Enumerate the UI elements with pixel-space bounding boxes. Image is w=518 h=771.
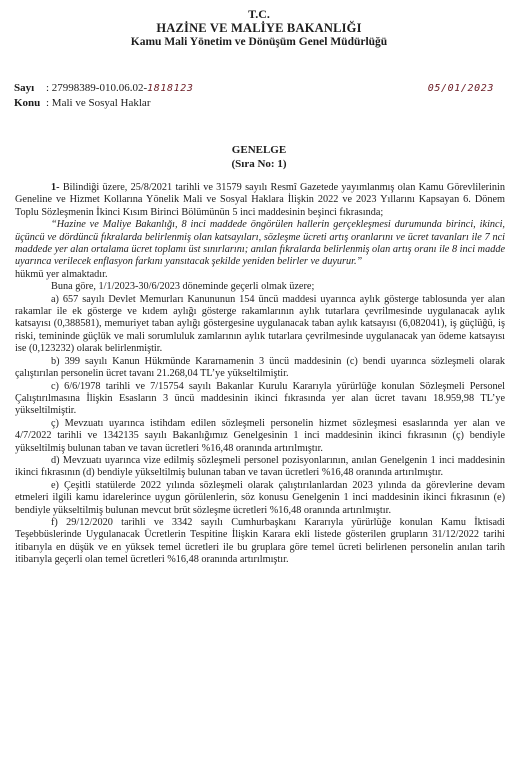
item-f: f) 29/12/2020 tarihli ve 3342 sayılı Cumhurbaşkanı Kararıyla yürürlüğe konulan Kamu İktisadi Teşebbüslerinde Uygulanacak Ücretlerin Tespitine İlişkin Karara ekli listede gösterilen grupların 31/12/2022 tarihi itibarıyla en düşük ve en yüksek temel ücretleri ile bu gruplara göre temel ücreti belirlenen personelin anılan tarih itibarıyla geçerli olan temel ücretleri %16,48 oranında artırılmıştır. (15, 516, 505, 566)
paragraph-number: 1- (51, 182, 60, 193)
item-e: e) Çeşitli statülerde 2022 yılında sözleşmeli olarak çalıştırılanlardan 2023 yılında da görevlerine devam etmeleri ilgili kamu idarelerince uygun görülenlerin, söz konusu Genelgenin 1 inci maddesinin ikinci fıkrasının (e) bendiyle yükseltilmiş bulunan mevcut brüt sözleşme ücretleri %16,48 oranında artırılmıştır. (15, 479, 505, 516)
title-sequence: (Sıra No: 1) (231, 158, 287, 170)
item-b: b) 399 sayılı Kanun Hükmünde Kararnamenin 3 üncü maddesinin (c) bendi uyarınca sözleşmeli olarak çalıştırılan personelin ücret tavanı 21.268,04 TL’ye yükseltilmiştir. (15, 355, 505, 380)
konu-line (14, 97, 150, 110)
buna-gore-line: Buna göre, 1/1/2023-30/6/2023 döneminde geçerli olmak üzere; (51, 281, 315, 293)
paragraph-1 (15, 182, 505, 219)
sayi-line (14, 82, 193, 95)
paragraph-1-text: Bilindiği üzere, 25/8/2021 tarihli ve 31579 sayılı Resmî Gazetede yayımlanmış olan Kamu Görevlilerinin Geneline ve Hizmet Kollarına Yönelik Mali ve Sosyal Haklara İlişkin 2022 ve 2023 Yıllarını Kapsayan 6. Dönem Toplu Sözleşmenin İkinci Kısım Birinci Bölümünün 5 inci maddesinin beşinci fıkrasında; (15, 182, 505, 218)
letterhead (0, 8, 518, 49)
item-a: a) 657 sayılı Devlet Memurları Kanununun 154 üncü maddesi uyarınca aylık gösterge tablosunda yer alan rakamlar ile ek gösterge ve kıdem aylığı gösterge rakamlarının aylık tutarlara çevrilmesinde uygulanacak aylık katsayısı (0,388581), memuriyet taban aylığı göstergesine uygulanacak taban aylık katsayısı (6,082041), iş güçlüğü, iş riski, temininde güçlük ve mali sorumluluk zamlarının aylık tutarlara çevrilmesinde uygulanacak yan ödeme katsayısı ise (0,123232) olarak belirlenmiştir. (15, 293, 505, 355)
quoted-provision: “Hazine ve Maliye Bakanlığı, 8 inci maddede öngörülen hallerin gerçekleşmesi durumunda birinci, ikinci, üçüncü ve dördüncü fıkralarda belirlenmiş olan katsayıları, sözleşme ücreti artış oranlarını ve ücret tavanları ile 7 nci maddede yer alan ortalama ücret toplamı üst sınırlarını; anılan fıkralarda belirlenmiş olan artış oranı ile 8 inci madde uyarınca verilecek enflasyon farkını yansıtacak şekilde yeniden belirler ve duyurur.” (15, 219, 505, 268)
item-c-cedilla: ç) Mevzuatı uyarınca istihdam edilen sözleşmeli personelin hizmet sözleşmesi esaslarında yer alan ve 4/7/2022 tarihli ve 1342135 sayılı Bakanlığımız Genelgesinin 1 inci maddesinin ikinci fıkrasının (ç) bendiyle yükseltilmiş bulunan taban ve tavan ücretleri %16,48 oranında artırılmıştır. (15, 417, 505, 454)
title-genelge: GENELGE (231, 144, 287, 156)
circular-title (0, 143, 518, 171)
sayi-label: Sayı (14, 82, 35, 94)
circular-body (15, 182, 505, 567)
konu-label: Konu (14, 97, 41, 109)
handwritten-date: 05/01/2023 (427, 83, 494, 94)
hukmu-line: hükmü yer almaktadır. (15, 268, 108, 280)
directorate-name: Kamu Mali Yönetim ve Dönüşüm Genel Müdürlüğü (130, 36, 388, 48)
item-c: c) 6/6/1978 tarihli ve 7/15754 sayılı Bakanlar Kurulu Kararıyla yürürlüğe konulan Sözleşmeli Personel Çalıştırılmasına İlişkin Esasların 3 üncü maddesinin ikinci fıkrasında yer alan ücret tavanı 18.959,98 TL’ye yükseltilmiştir. (15, 380, 505, 417)
sayi-handwritten-number: 1818123 (147, 83, 194, 94)
ministry-name: HAZİNE VE MALİYE BAKANLIĞI (156, 21, 362, 35)
republic-label: T.C. (248, 7, 270, 21)
konu-value: : Mali ve Sosyal Haklar (46, 97, 151, 109)
item-d: d) Mevzuatı uyarınca vize edilmiş sözleşmeli personel pozisyonlarının, anılan Genelgenin 1 inci maddesinin ikinci fıkrasının (d) bendiyle yükseltilmiş bulunan taban ve tavan ücretleri %16,48 oranında artırılmıştır. (15, 454, 505, 479)
sayi-value: : 27998389-010.06.02- (46, 82, 148, 94)
